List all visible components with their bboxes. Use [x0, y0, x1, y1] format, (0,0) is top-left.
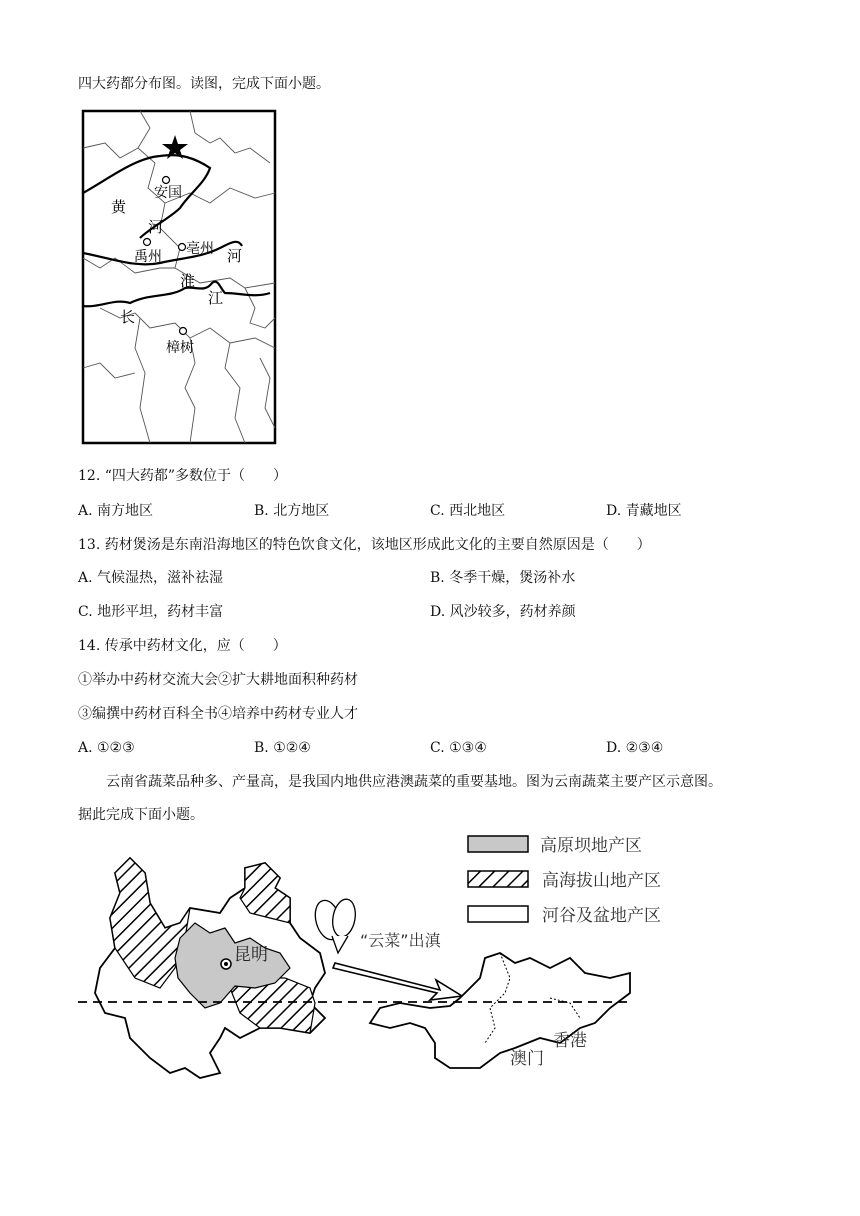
q14-option-b[interactable]: B. ①②④: [254, 740, 311, 756]
q13-option-c[interactable]: C. 地形平坦，药材丰富: [78, 604, 224, 620]
medicine-capitals-map: [80, 108, 280, 448]
map1-label-huai: 淮: [180, 272, 196, 290]
q13-option-a[interactable]: A. 气候湿热，滋补祛湿: [78, 570, 224, 586]
map1-label-anguo: 安国: [154, 185, 182, 201]
q14-stem: 14. 传承中药材文化，应（ ）: [78, 638, 287, 654]
q14-statement-line-2: ③编撰中药材百科全书④培养中药材专业人才: [78, 706, 358, 722]
q14-option-a[interactable]: A. ①②③: [78, 740, 135, 756]
kunming-label: 昆明: [234, 945, 268, 965]
map1-label-jiang: 江: [208, 289, 224, 307]
intro-text-1: 四大药都分布图。读图，完成下面小题。: [78, 76, 330, 92]
arrow-label: “云菜”出滇: [360, 931, 441, 950]
hongkong-label: 香港: [553, 1031, 587, 1051]
legend-label-highland: 高海拔山地产区: [542, 871, 661, 891]
yunnan-vegetable-map: [70, 828, 710, 1098]
q12-option-b[interactable]: B. 北方地区: [254, 503, 330, 519]
legend-label-plateau: 高原坝地产区: [540, 836, 642, 856]
map1-label-he-2: 河: [227, 247, 243, 265]
legend-swatch-valley: [468, 906, 528, 922]
q14-statement-line-1: ①举办中药材交流大会②扩大耕地面积种药材: [78, 672, 358, 688]
q14-option-d[interactable]: D. ②③④: [606, 740, 664, 756]
map1-label-huang: 黄: [111, 198, 127, 216]
q12-option-d[interactable]: D. 青藏地区: [606, 503, 682, 519]
export-arrow: [333, 963, 462, 1000]
map1-label-yuzhou: 禹州: [134, 249, 162, 265]
q12-option-a[interactable]: A. 南方地区: [78, 503, 154, 519]
legend-label-valley: 河谷及盆地产区: [542, 906, 661, 926]
map1-label-he-1: 河: [148, 218, 164, 236]
map1-label-zhangshu: 樟树: [166, 340, 194, 356]
q12-option-c[interactable]: C. 西北地区: [430, 503, 506, 519]
map1-label-bozhou: 亳州: [186, 241, 214, 257]
q12-stem: 12. “四大药都”多数位于（ ）: [78, 468, 288, 484]
map1-label-chang: 长: [120, 308, 136, 326]
q13-option-b[interactable]: B. 冬季干燥，煲汤补水: [430, 570, 576, 586]
vegetable-icon: [311, 897, 358, 953]
macau-label: 澳门: [510, 1049, 544, 1069]
q14-option-c[interactable]: C. ①③④: [430, 740, 487, 756]
q13-stem: 13. 药材煲汤是东南沿海地区的特色饮食文化，该地区形成此文化的主要自然原因是（ ）: [78, 537, 651, 553]
q13-option-d[interactable]: D. 风沙较多，药材养颜: [430, 604, 576, 620]
intro-text-2-line-2: 据此完成下面小题。: [78, 807, 204, 823]
intro-text-2-line-1: 云南省蔬菜品种多、产量高，是我国内地供应港澳蔬菜的重要基地。图为云南蔬菜主要产区示意图。: [106, 774, 722, 790]
legend-swatch-highland: [468, 871, 528, 887]
legend-swatch-plateau: [468, 836, 528, 852]
